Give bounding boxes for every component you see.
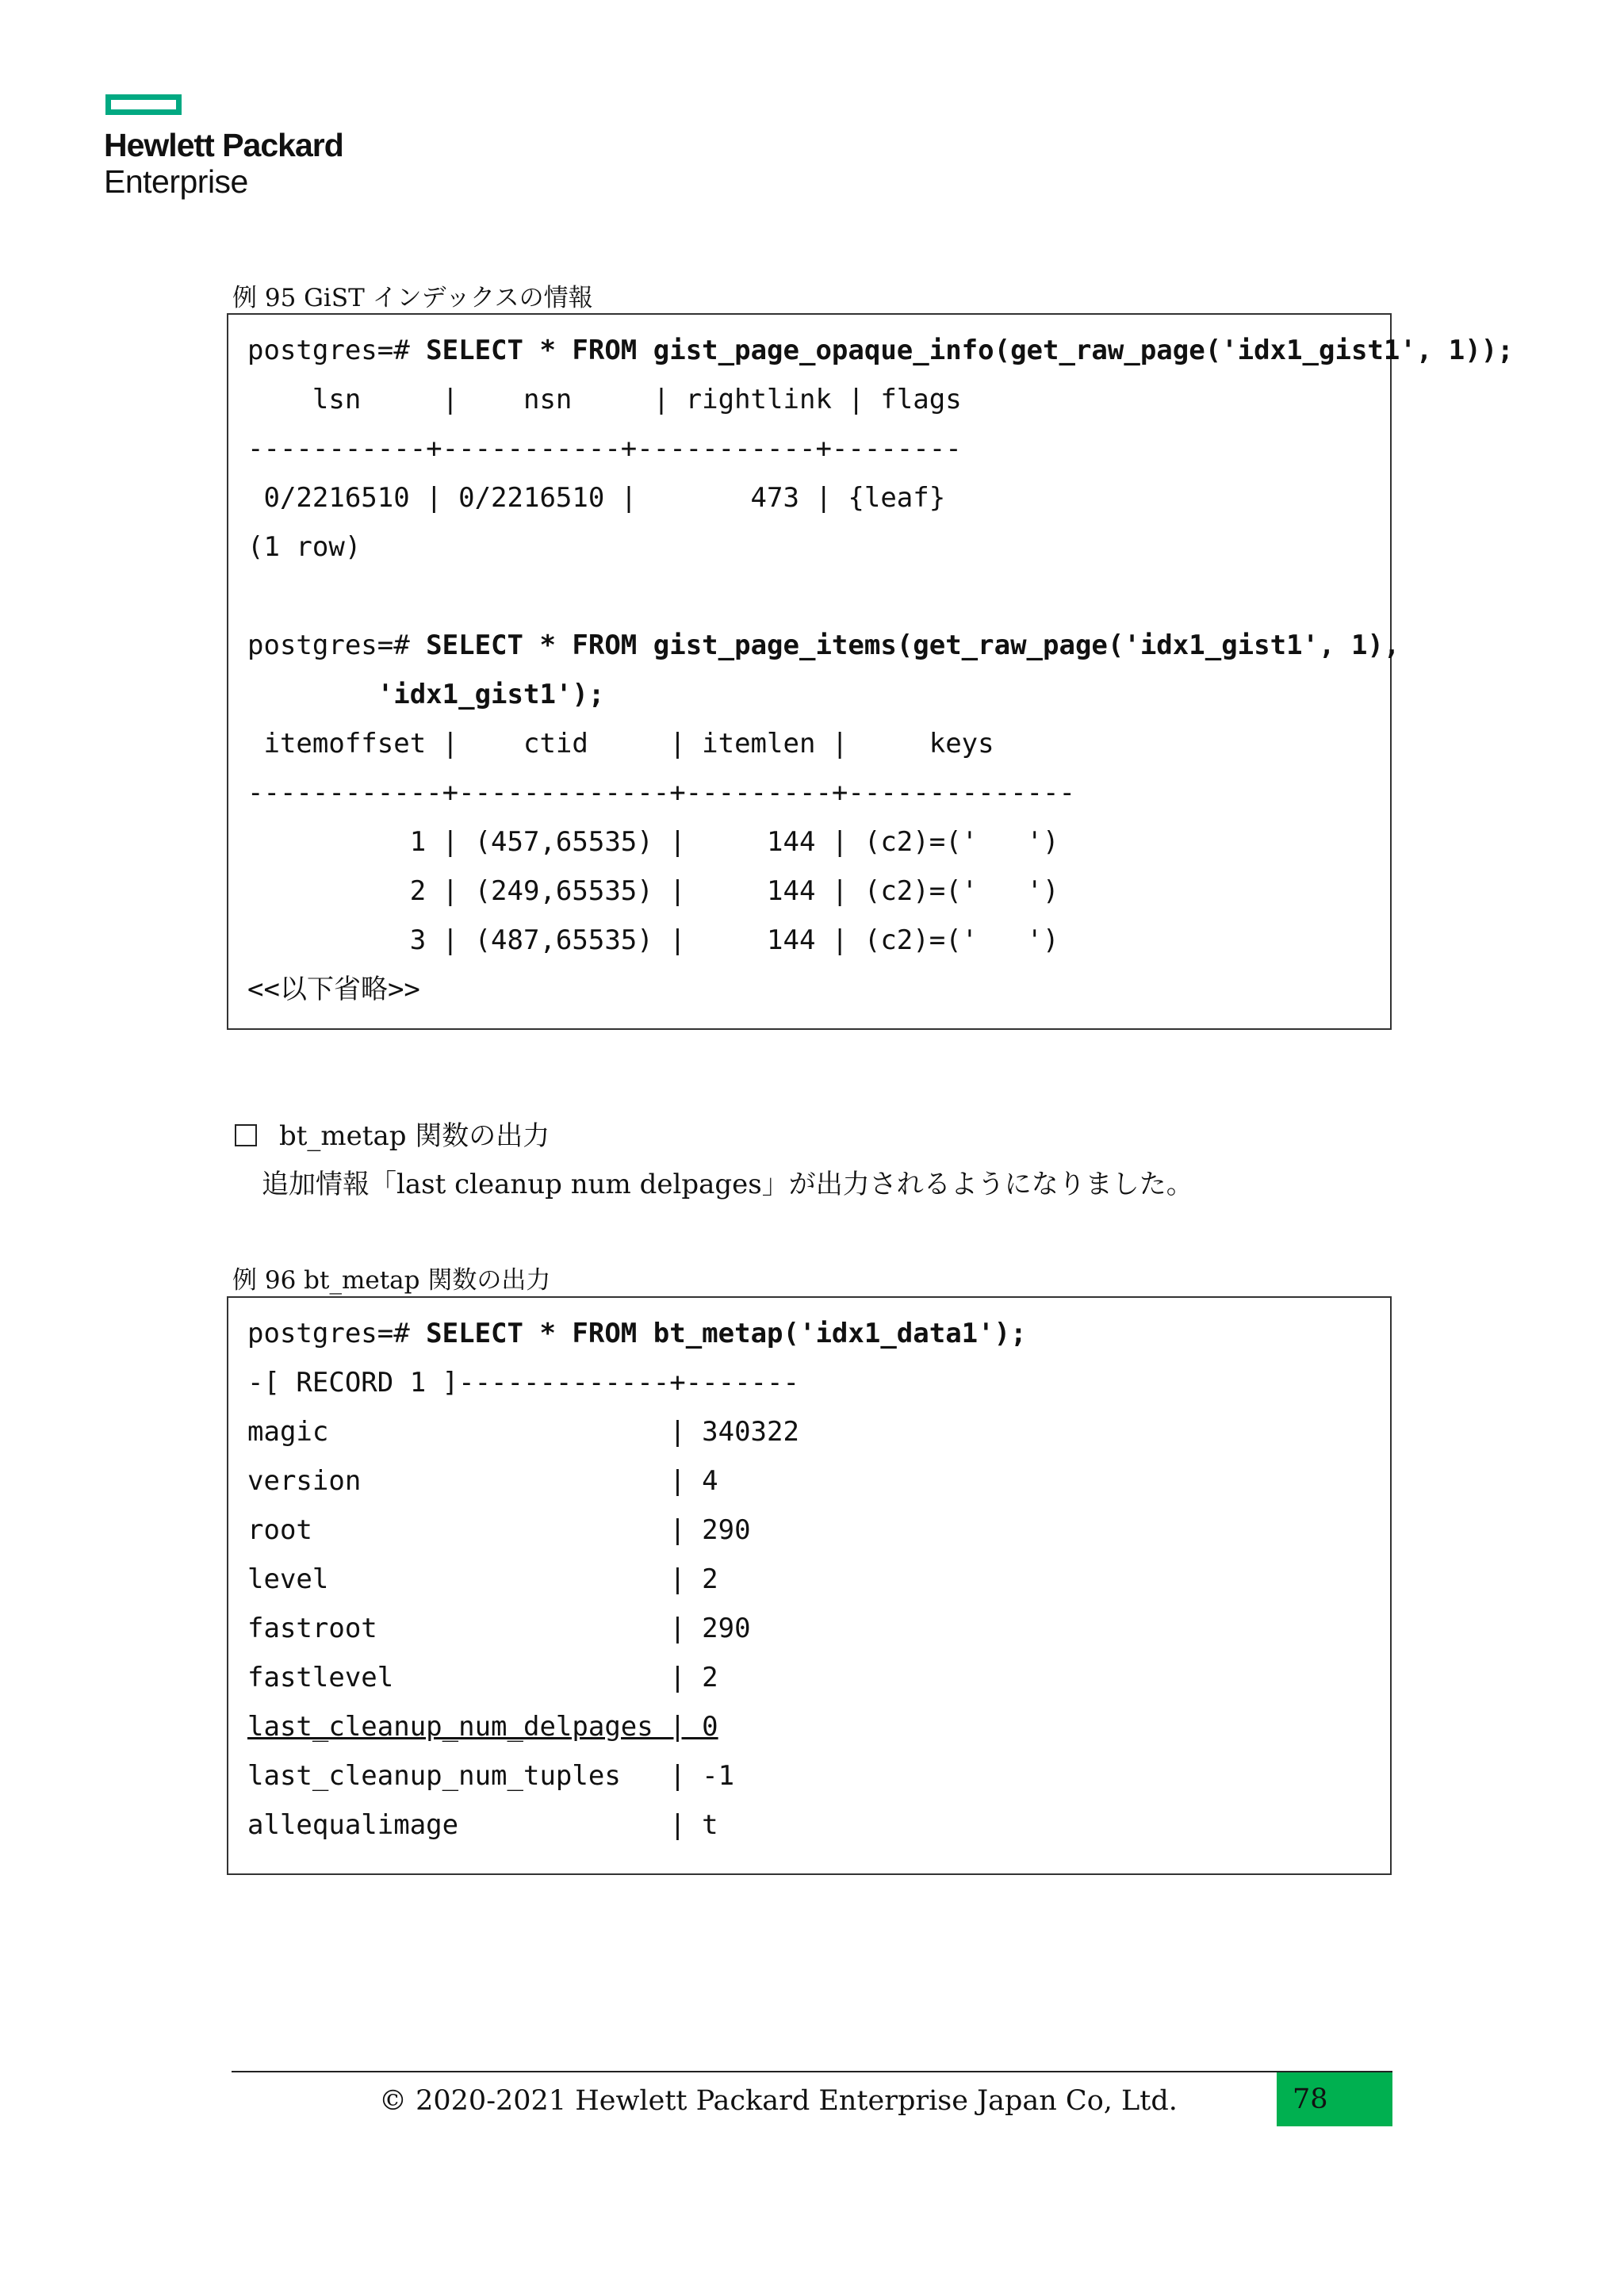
example96-caption: 例 96 bt_metap 関数の出力 bbox=[232, 1266, 551, 1295]
section-heading bbox=[235, 1114, 550, 1153]
code-segment: postgres=# bbox=[247, 629, 427, 661]
example95-code bbox=[247, 326, 1514, 1014]
code-line bbox=[247, 1506, 1027, 1555]
example95-code-box bbox=[227, 313, 1514, 1030]
code-segment: version | 4 bbox=[247, 1465, 718, 1497]
code-segment bbox=[247, 679, 377, 710]
checkbox-icon bbox=[235, 1124, 257, 1146]
code-line bbox=[247, 572, 1514, 621]
example96-code-box bbox=[227, 1296, 1392, 1875]
code-line bbox=[247, 1800, 1027, 1850]
code-line bbox=[247, 473, 1514, 522]
logo-text-line2: Enterprise bbox=[104, 163, 248, 200]
code-line bbox=[247, 768, 1514, 817]
logo-text-line1: Hewlett Packard bbox=[104, 127, 343, 163]
code-line bbox=[247, 326, 1514, 375]
code-line bbox=[247, 1407, 1027, 1456]
code-line bbox=[247, 424, 1514, 473]
code-segment: -----------+-----------+-----------+-------- bbox=[247, 433, 962, 465]
code-line bbox=[247, 719, 1514, 768]
code-segment: last_cleanup_num_delpages | 0 bbox=[247, 1711, 718, 1743]
footer-copyright: © 2020-2021 Hewlett Packard Enterprise Japan Co, Ltd. bbox=[379, 2085, 1178, 2117]
code-line bbox=[247, 965, 1514, 1014]
code-segment: fastroot | 290 bbox=[247, 1613, 751, 1644]
code-segment: 'idx1_gist1'); bbox=[377, 679, 605, 710]
code-line bbox=[247, 1751, 1027, 1800]
section-description: 追加情報「last cleanup num delpages」が出力されるようになりました。 bbox=[262, 1169, 1193, 1200]
code-segment: allequalimage | t bbox=[247, 1809, 718, 1841]
code-segment: SELECT * FROM bt_metap('idx1_data1'); bbox=[426, 1318, 1027, 1349]
example95-caption: 例 95 GiST インデックスの情報 bbox=[232, 284, 593, 312]
example96-code bbox=[247, 1309, 1027, 1850]
code-segment: -[ RECORD 1 ]-------------+------- bbox=[247, 1367, 799, 1399]
code-segment: ------------+-------------+---------+-------------- bbox=[247, 777, 1075, 809]
code-line bbox=[247, 916, 1514, 965]
code-line bbox=[247, 1555, 1027, 1604]
code-line bbox=[247, 867, 1514, 916]
code-line bbox=[247, 1358, 1027, 1407]
code-segment: postgres=# bbox=[247, 335, 427, 366]
code-segment: 0/2216510 | 0/2216510 | 473 | {leaf} bbox=[247, 482, 946, 514]
footer-rule bbox=[232, 2071, 1392, 2072]
code-segment: root | 290 bbox=[247, 1514, 751, 1546]
code-segment: postgres=# bbox=[247, 1318, 427, 1349]
code-line bbox=[247, 621, 1514, 670]
section-title: bt_metap 関数の出力 bbox=[279, 1120, 550, 1152]
code-segment: itemoffset | ctid | itemlen | keys bbox=[247, 728, 994, 760]
code-segment: last_cleanup_num_tuples | -1 bbox=[247, 1760, 735, 1792]
code-segment: fastlevel | 2 bbox=[247, 1662, 718, 1693]
page-number-badge bbox=[1277, 2072, 1392, 2126]
code-line bbox=[247, 1456, 1027, 1506]
code-segment: lsn | nsn | rightlink | flags bbox=[247, 384, 962, 415]
code-segment: SELECT * FROM gist_page_opaque_info(get_raw_page('idx1_gist1', 1)); bbox=[426, 335, 1514, 366]
code-line bbox=[247, 522, 1514, 572]
code-segment: <<以下省略>> bbox=[247, 974, 420, 1005]
code-line bbox=[247, 1653, 1027, 1702]
code-segment: SELECT * FROM gist_page_items(get_raw_page('idx1_gist1', 1), bbox=[426, 629, 1400, 661]
code-segment: (1 row) bbox=[247, 531, 362, 563]
code-segment: 1 | (457,65535) | 144 | (c2)=(' ') bbox=[247, 826, 1059, 858]
code-segment: 3 | (487,65535) | 144 | (c2)=(' ') bbox=[247, 924, 1059, 956]
code-line bbox=[247, 670, 1514, 719]
code-line bbox=[247, 1309, 1027, 1358]
code-line bbox=[247, 1604, 1027, 1653]
code-line bbox=[247, 1702, 1027, 1751]
hpe-logo-mark bbox=[105, 94, 182, 115]
code-line bbox=[247, 375, 1514, 424]
page-number: 78 bbox=[1293, 2084, 1328, 2115]
code-line bbox=[247, 817, 1514, 867]
code-segment bbox=[247, 580, 263, 612]
code-segment: level | 2 bbox=[247, 1563, 718, 1595]
code-segment: magic | 340322 bbox=[247, 1416, 799, 1448]
code-segment: 2 | (249,65535) | 144 | (c2)=(' ') bbox=[247, 875, 1059, 907]
